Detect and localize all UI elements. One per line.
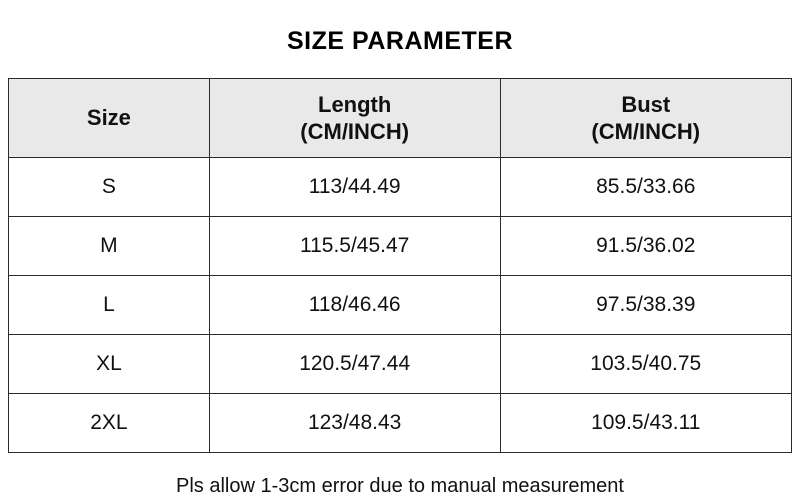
size-table-container <box>8 78 792 453</box>
cell-length: 113/44.49 <box>209 158 500 217</box>
column-header-bust-line1: Bust <box>621 91 671 117</box>
table-header <box>9 79 792 158</box>
cell-bust: 103.5/40.75 <box>500 335 791 394</box>
cell-length: 118/46.46 <box>209 276 500 335</box>
column-header-length-line1: Length <box>318 91 392 117</box>
table-row <box>9 335 792 394</box>
cell-size: M <box>9 217 210 276</box>
cell-bust: 91.5/36.02 <box>500 217 791 276</box>
cell-size: L <box>9 276 210 335</box>
cell-size: S <box>9 158 210 217</box>
column-header-length <box>209 79 500 158</box>
cell-size: 2XL <box>9 394 210 453</box>
cell-length: 123/48.43 <box>209 394 500 453</box>
cell-size: XL <box>9 335 210 394</box>
table-body <box>9 158 792 453</box>
table-header-row <box>9 79 792 158</box>
column-header-size-line1: Size <box>86 105 131 131</box>
column-header-length-line2: (CM/INCH) <box>300 119 410 144</box>
cell-bust: 97.5/38.39 <box>500 276 791 335</box>
cell-length: 115.5/45.47 <box>209 217 500 276</box>
size-parameter-table <box>8 78 792 453</box>
table-row <box>9 394 792 453</box>
column-header-bust-line2: (CM/INCH) <box>591 119 701 144</box>
cell-bust: 85.5/33.66 <box>500 158 791 217</box>
cell-length: 120.5/47.44 <box>209 335 500 394</box>
measurement-note: Pls allow 1-3cm error due to manual measurement <box>176 475 624 497</box>
table-row <box>9 276 792 335</box>
table-row <box>9 158 792 217</box>
cell-bust: 109.5/43.11 <box>500 394 791 453</box>
column-header-size <box>9 79 210 158</box>
column-header-bust <box>500 79 791 158</box>
table-row <box>9 217 792 276</box>
page-title: SIZE PARAMETER <box>287 27 513 55</box>
